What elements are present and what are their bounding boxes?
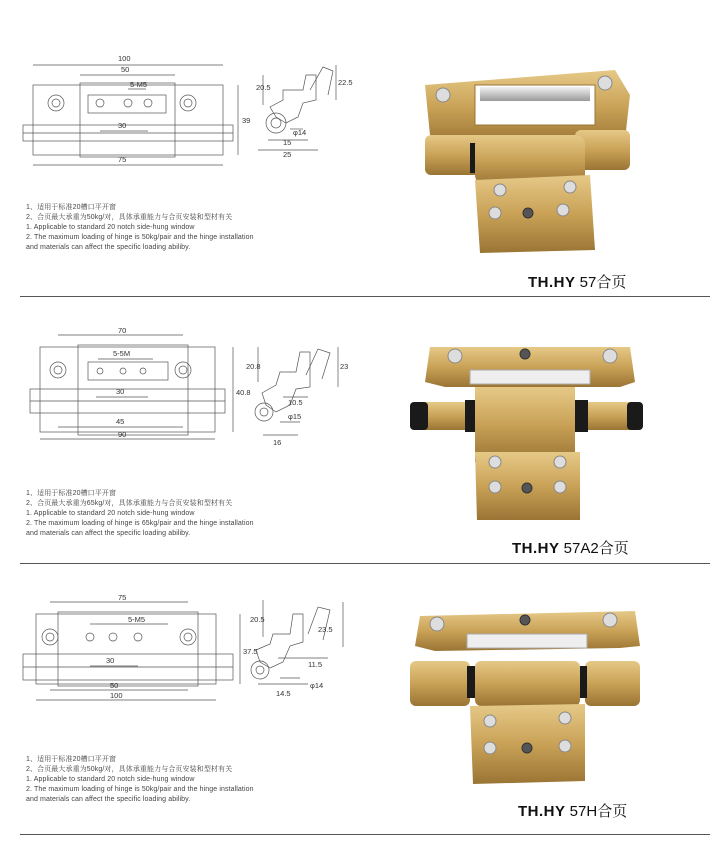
brand-name: TH.HY (512, 540, 560, 557)
technical-drawing-57 (18, 45, 353, 220)
dim-label: 39 (242, 116, 251, 125)
note-line: 2. The maximum loading of hinge is 50kg/pair and the hinge installation (26, 786, 254, 793)
technical-drawing-57A2 (18, 327, 348, 477)
note-line: 2、合页最大承重为65kg/对，具体承重能力与合页安装和型材有关 (26, 500, 233, 507)
dim-label: 11.5 (308, 660, 323, 669)
dim-label: 75 (118, 593, 127, 602)
note-line: 1、适用于标准20槽口平开窗 (26, 490, 117, 497)
dim-label: 22.5 (338, 78, 353, 87)
dim-label: 30 (106, 656, 115, 665)
dim-label: φ14 (310, 681, 324, 690)
product-section-57 (0, 0, 710, 296)
spec-notes (26, 489, 254, 539)
dim-label: 5-5M (113, 349, 131, 358)
dim-label: 37.5 (243, 647, 258, 656)
dim-label: φ15 (288, 412, 302, 421)
note-line: 1、适用于标准20槽口平开窗 (26, 756, 117, 763)
product-section-57A2 (0, 297, 710, 563)
brand-name: TH.HY (518, 803, 566, 820)
note-line: 2、合页最大承重为50kg/对，具体承重能力与合页安装和型材有关 (26, 766, 233, 773)
spec-notes (26, 755, 254, 805)
dim-label: 100 (118, 54, 131, 63)
dim-label: 10.5 (288, 398, 303, 407)
spec-notes (26, 203, 254, 253)
dim-label: 30 (116, 387, 125, 396)
model-label (512, 537, 629, 558)
note-line: and materials can affect the specific loading abiliby. (26, 530, 191, 537)
dim-label: 15 (283, 138, 292, 147)
hinge-photo-57A2 (405, 342, 645, 527)
dim-label: 16 (273, 438, 282, 447)
dim-label: 14.5 (276, 689, 291, 698)
dim-label: 90 (118, 430, 127, 439)
note-line: 2. The maximum loading of hinge is 65kg/pair and the hinge installation (26, 520, 254, 527)
dim-label: 20.8 (246, 362, 261, 371)
note-line: 1. Applicable to standard 20 notch side-hung window (26, 224, 195, 231)
dim-label: 5-M5 (130, 80, 148, 89)
dim-label: φ14 (293, 128, 307, 137)
product-section-57H (0, 564, 710, 834)
dim-label: 20.5 (250, 615, 265, 624)
dim-label: 20.5 (256, 83, 271, 92)
note-line: 1、适用于标准20槽口平开窗 (26, 204, 117, 211)
dim-label: 50 (121, 65, 130, 74)
dim-label: 40.8 (236, 388, 251, 397)
model-name: 57A2合页 (563, 540, 629, 557)
model-label (528, 271, 626, 292)
dim-label: 23 (340, 362, 349, 371)
hinge-photo-57H (405, 606, 645, 796)
model-name: 57H合页 (569, 803, 628, 820)
dim-label: 70 (118, 326, 127, 335)
model-name: 57合页 (579, 274, 627, 291)
dim-label: 25 (283, 150, 292, 159)
dim-label: 50 (110, 681, 119, 690)
hinge-photo-57 (415, 65, 640, 255)
note-line: and materials can affect the specific loading abiliby. (26, 796, 191, 803)
section-divider (20, 834, 710, 835)
technical-drawing-57H (18, 592, 348, 742)
brand-name: TH.HY (528, 274, 576, 291)
model-label (518, 800, 627, 821)
note-line: and materials can affect the specific loading abiliby. (26, 244, 191, 251)
note-line: 2. The maximum loading of hinge is 50kg/pair and the hinge installation (26, 234, 254, 241)
note-line: 1. Applicable to standard 20 notch side-hung window (26, 510, 195, 517)
dim-label: 100 (110, 691, 123, 700)
note-line: 2、合页最大承重为50kg/对，具体承重能力与合页安装和型材有关 (26, 214, 233, 221)
dim-label: 23.5 (318, 625, 333, 634)
dim-label: 30 (118, 121, 127, 130)
dim-label: 45 (116, 417, 125, 426)
dim-label: 5-M5 (128, 615, 146, 624)
dim-label: 75 (118, 155, 127, 164)
note-line: 1. Applicable to standard 20 notch side-hung window (26, 776, 195, 783)
